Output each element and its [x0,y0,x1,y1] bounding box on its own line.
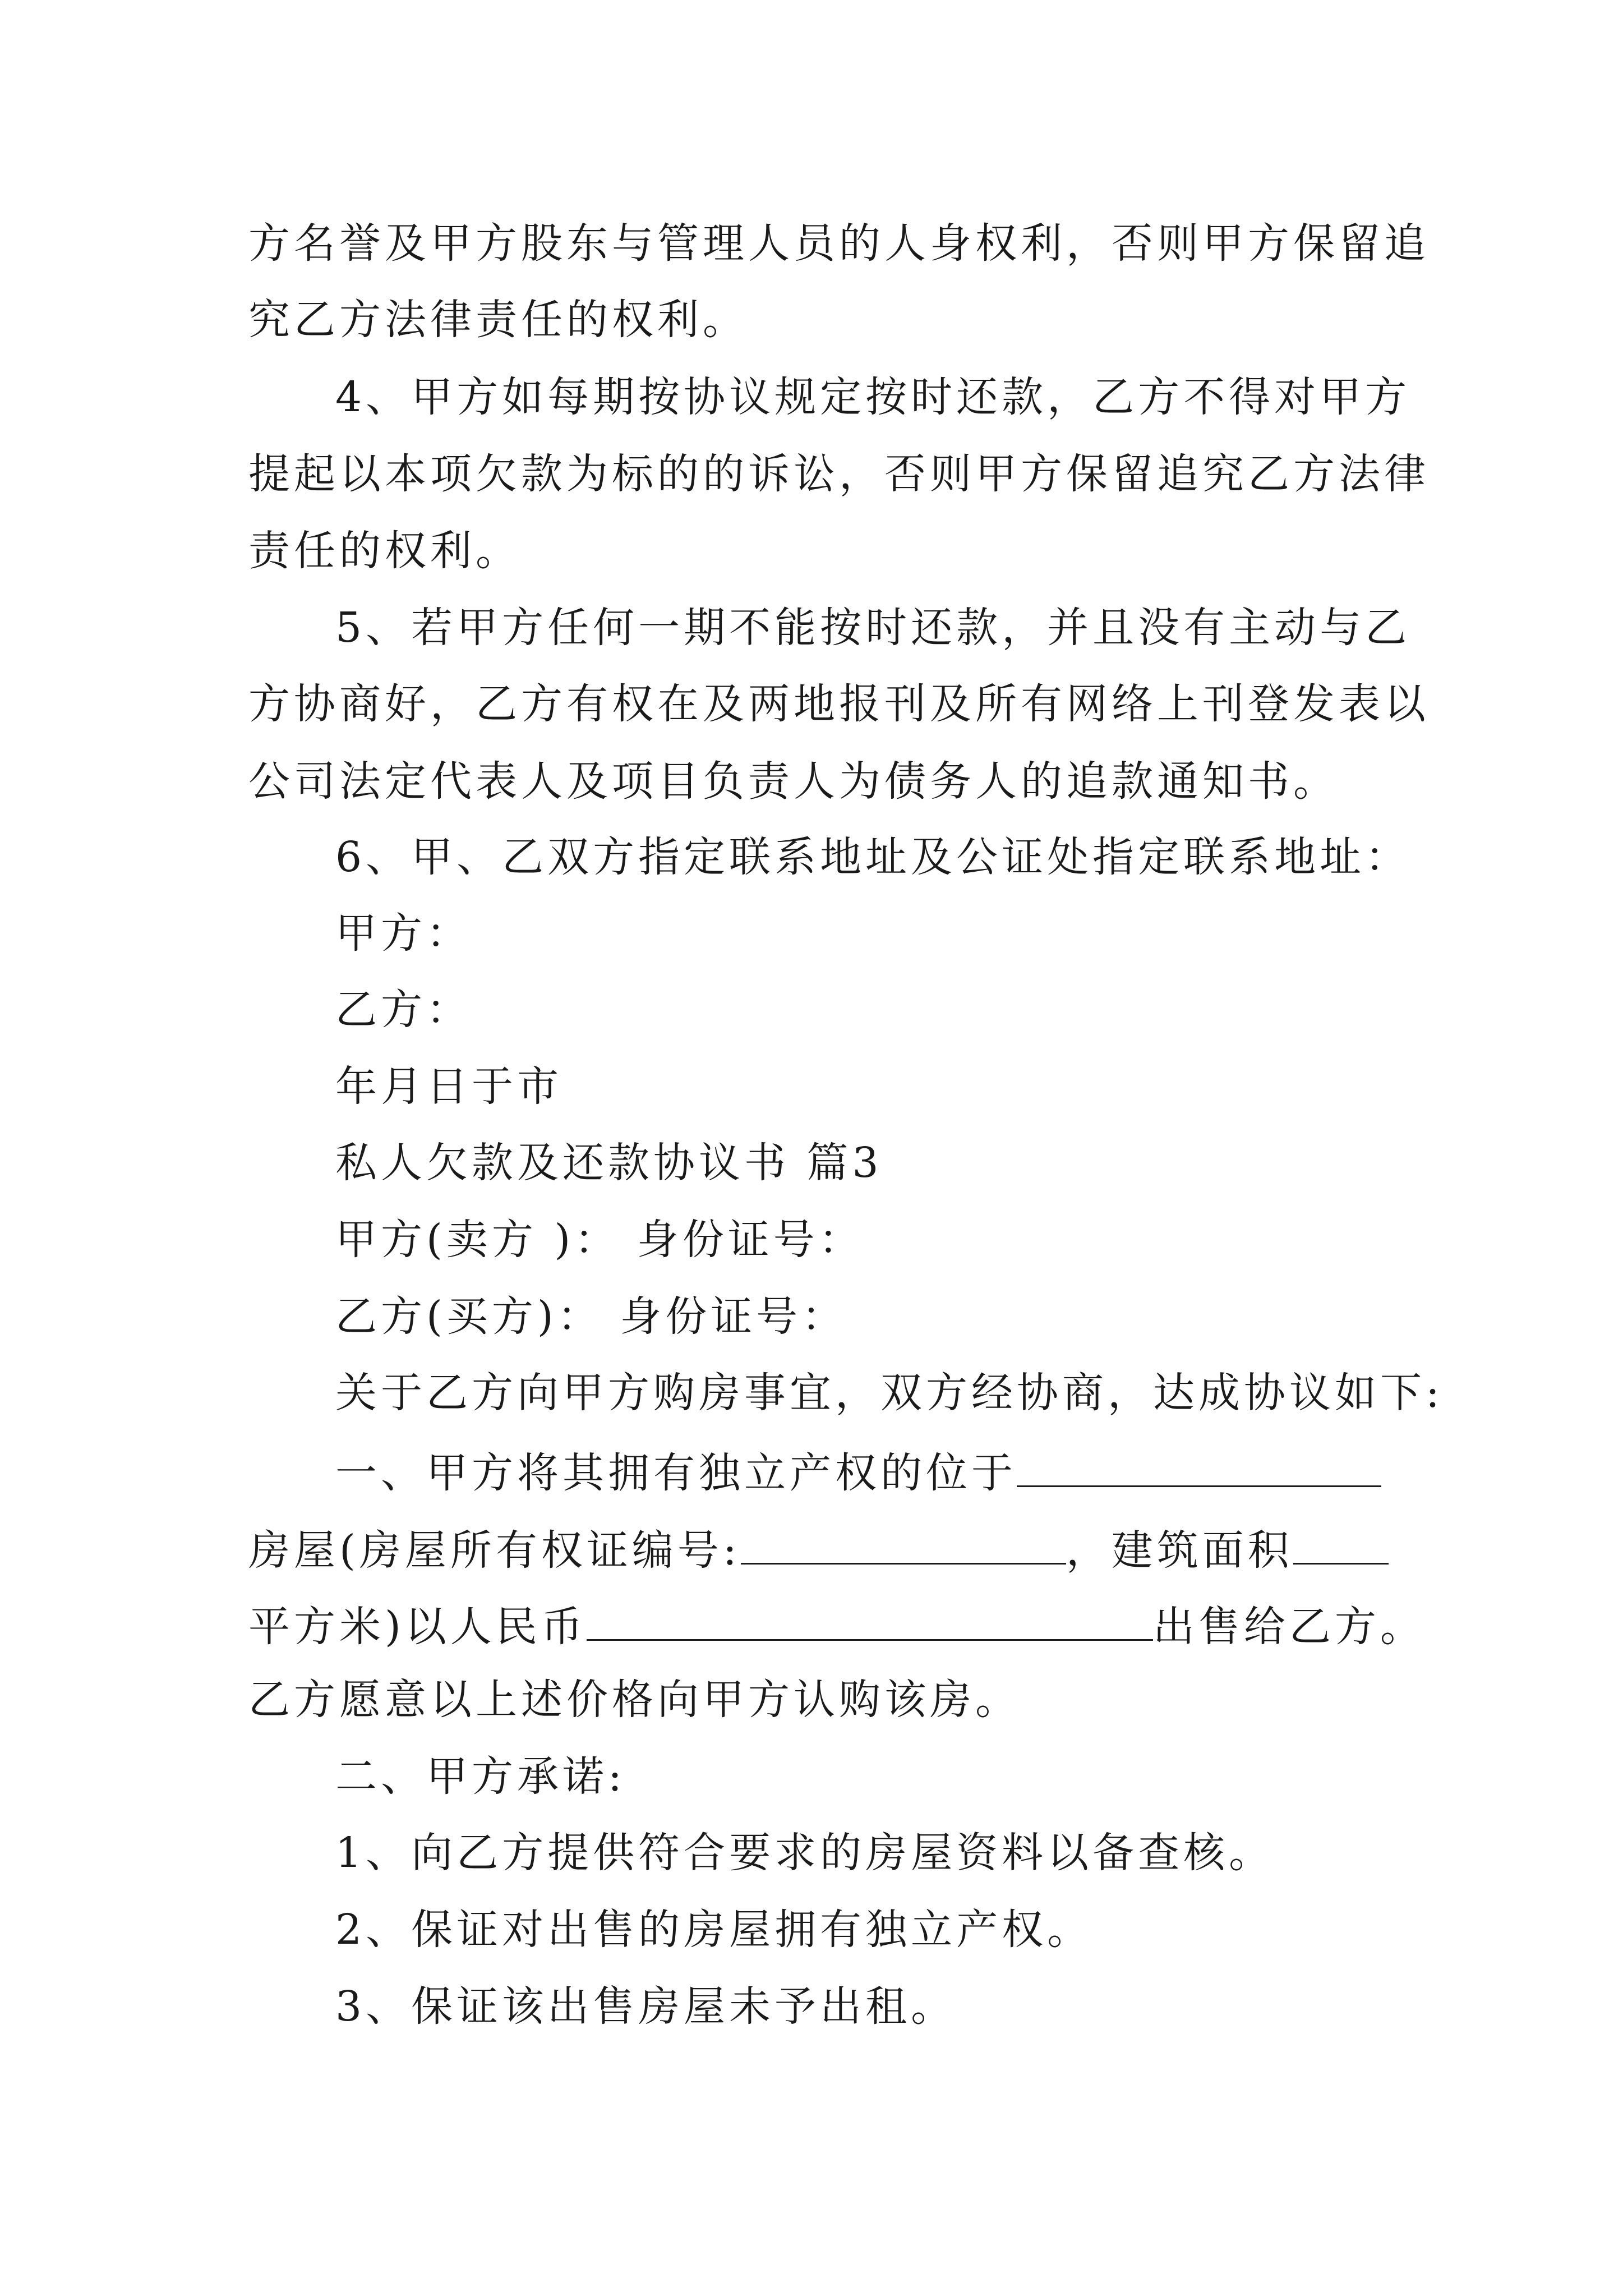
promise-item: 2、保证对出售的房屋拥有独立产权。 [335,1906,1093,1954]
clause-5-line: 5、若甲方任何一期不能按时还款，并且没有主动与乙 [335,604,1411,652]
body-line: 公司法定代表人及项目负责人为债务人的追款通知书。 [248,757,1339,806]
promise-item: 3、保证该出售房屋未予出租。 [335,1982,957,2031]
body-line: 提起以本项欠款为标的的诉讼，否则甲方保留追究乙方法律 [248,450,1430,498]
clause-1-text-b: 房屋(房屋所有权证编号: [248,1526,741,1575]
body-line: 方名誉及甲方股东与管理人员的人身权利，否则甲方保留追 [248,219,1430,268]
area-blank [1293,1526,1389,1565]
body-line: 责任的权利。 [248,527,521,575]
clause-1-text-a: 一、甲方将其拥有独立产权的位于 [335,1449,1017,1497]
clause-1-text-e: 出售给乙方。 [1152,1603,1426,1651]
clause-1-text-d: 平方米)以人民币 [248,1603,587,1651]
clause-4-line: 4、甲方如每期按协议规定按时还款，乙方不得对甲方 [335,373,1411,421]
clause-1-line-1 [335,1448,1381,1497]
agreement-intro: 关于乙方向甲方购房事宜，双方经协商，达成协议如下: [335,1369,1444,1417]
price-blank [587,1602,1153,1641]
date-place-line: 年月日于市 [335,1062,562,1111]
section-2-heading: 二、甲方承诺: [335,1752,626,1801]
buyer-line: 乙方(买方)： 身份证号： [335,1292,847,1341]
section-title: 私人欠款及还款协议书 篇3 [335,1139,883,1187]
clause-1-line-2 [248,1526,1389,1575]
certificate-number-blank [741,1526,1066,1565]
party-a-line: 甲方： [335,909,472,958]
clause-1-text-c: ，建筑面积 [1066,1526,1293,1575]
promise-item: 1、向乙方提供符合要求的房屋资料以备查核。 [335,1829,1275,1877]
clause-1-line-4: 乙方愿意以上述价格向甲方认购该房。 [248,1676,1021,1724]
clause-1-line-3 [248,1602,1426,1651]
body-line: 方协商好，乙方有权在及两地报刊及所有网络上刊登发表以 [248,680,1430,728]
party-b-line: 乙方： [335,986,472,1034]
body-line: 究乙方法律责任的权利。 [248,296,748,344]
clause-6-line: 6、甲、乙双方指定联系地址及公证处指定联系地址： [335,833,1411,881]
seller-line: 甲方(卖方 )： 身份证号： [335,1216,864,1264]
location-blank [1017,1448,1381,1487]
